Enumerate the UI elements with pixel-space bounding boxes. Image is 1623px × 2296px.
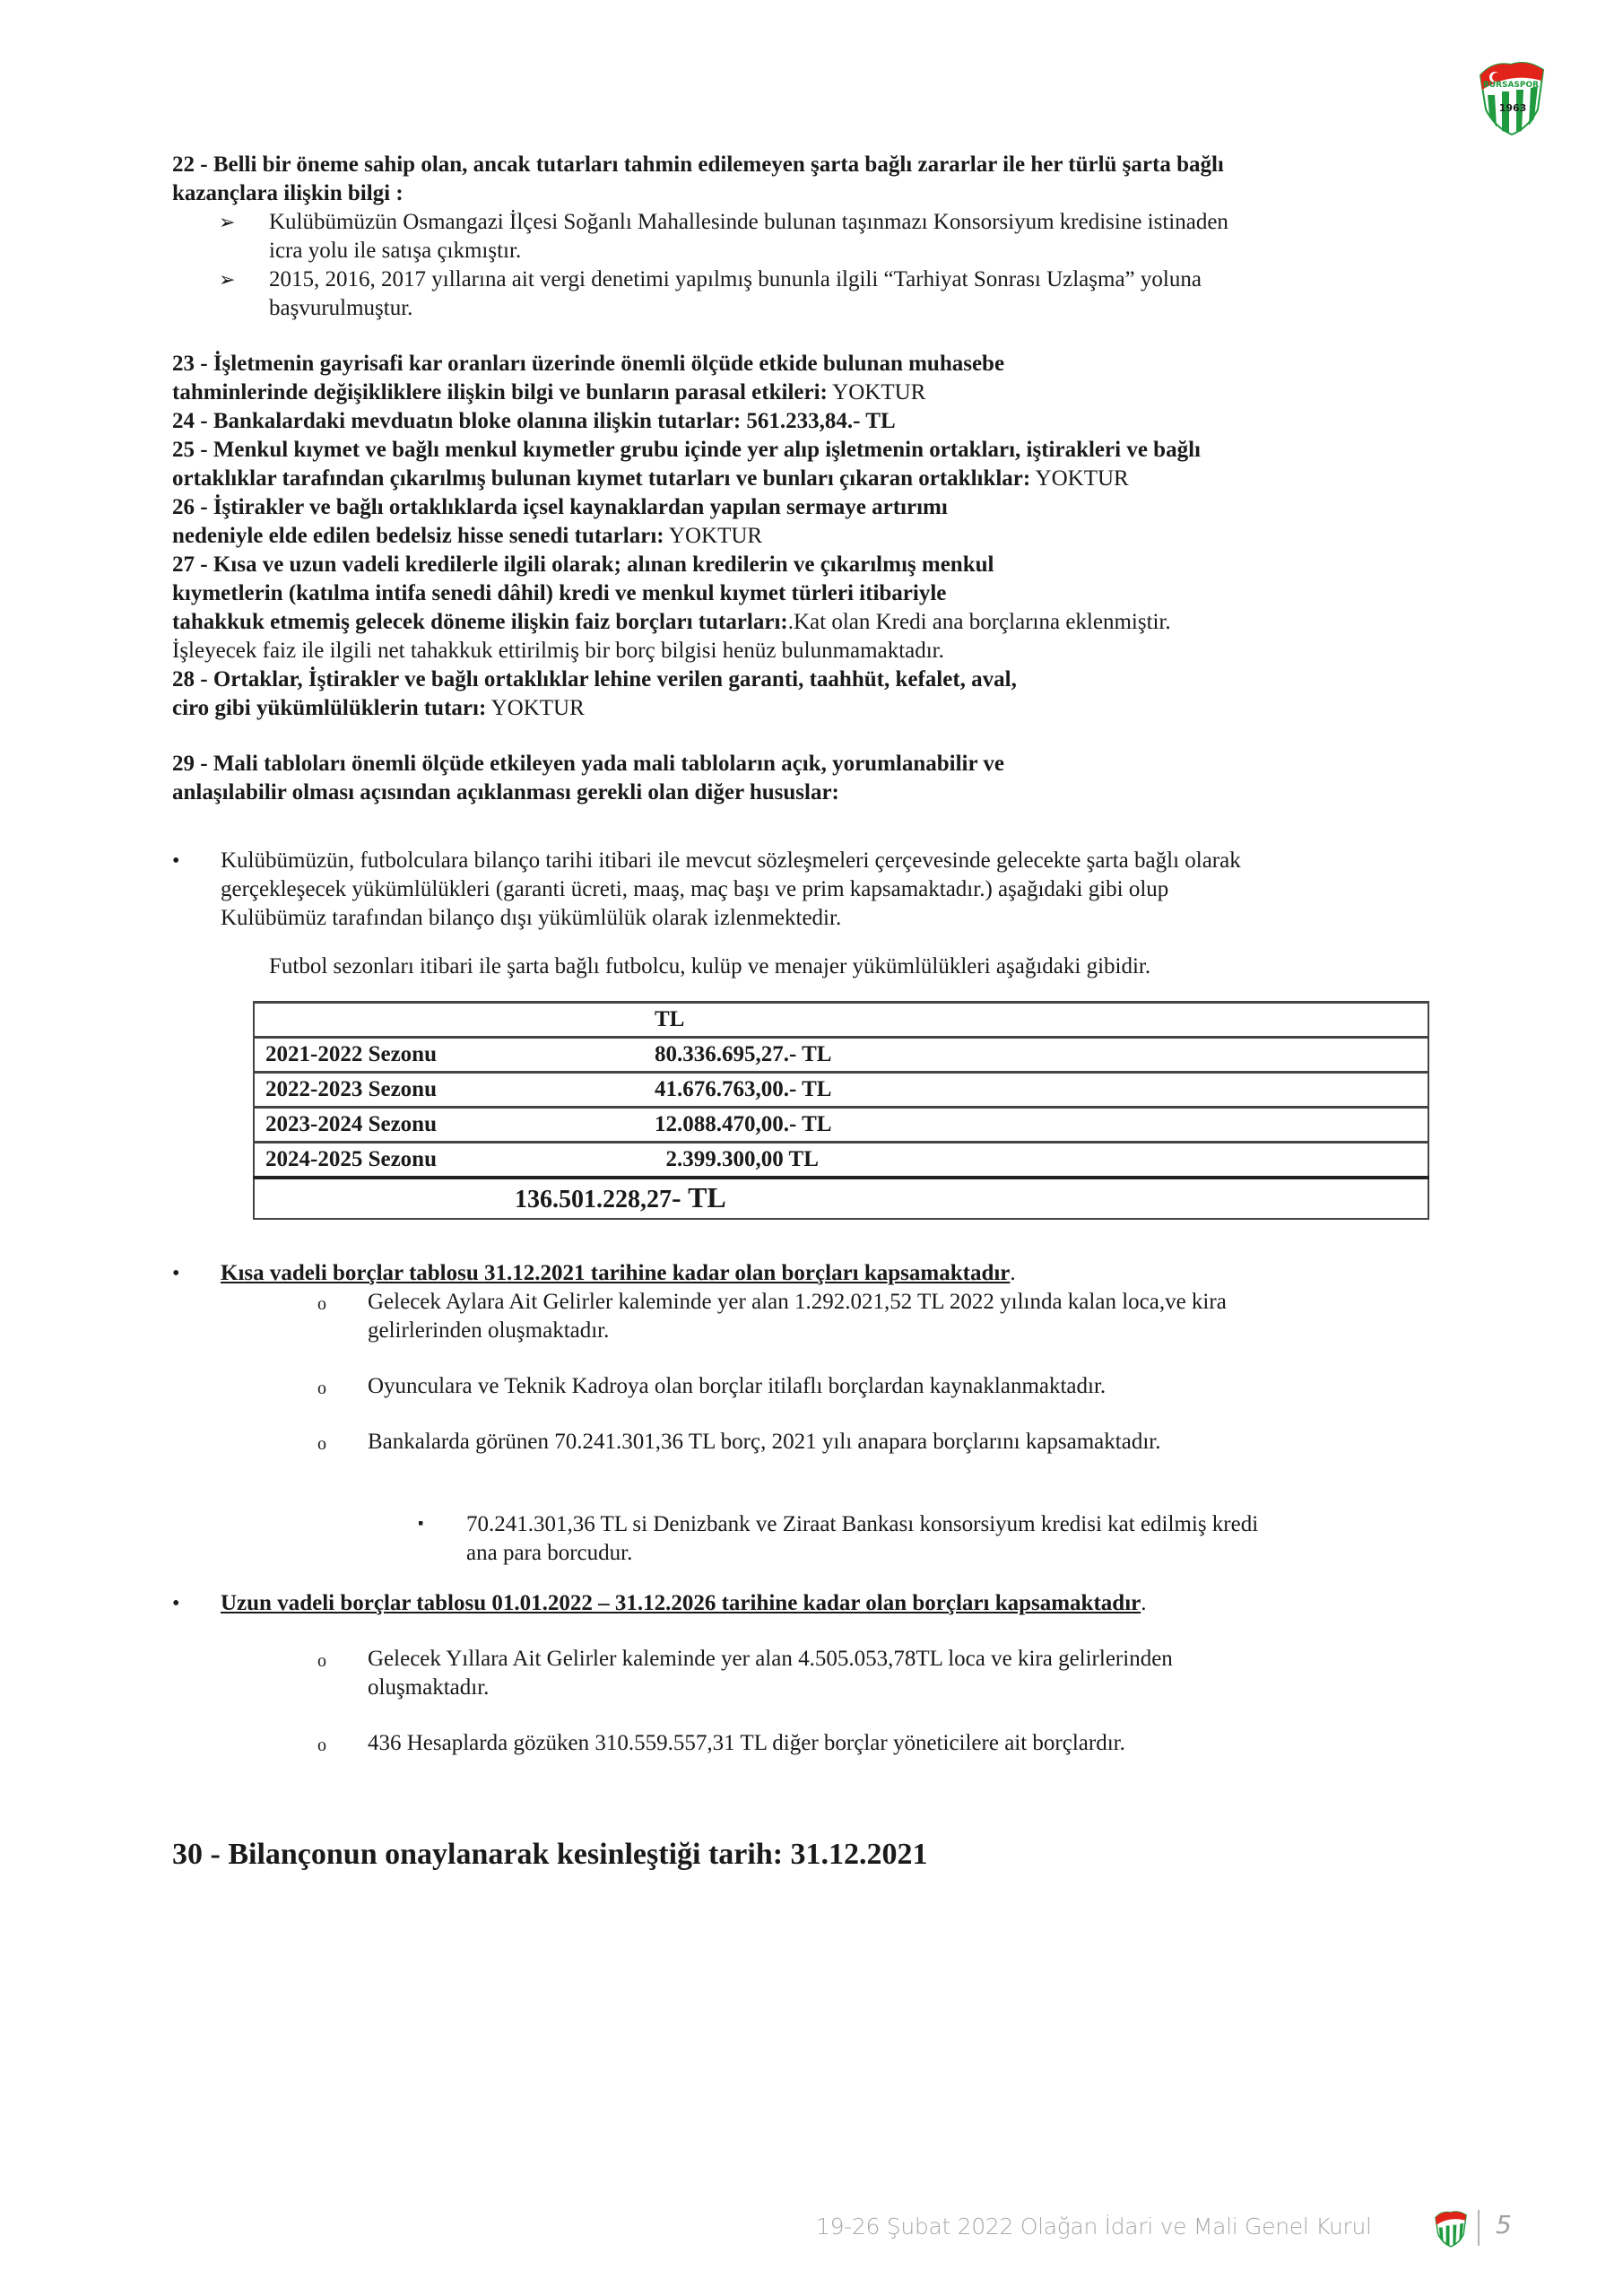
page-number: 5 xyxy=(1496,2210,1512,2239)
table-row: 2023-2024 Sezonu 12.088.470,00.- TL xyxy=(254,1108,1428,1143)
bullet-dot-icon: • xyxy=(172,849,180,873)
svg-text:BURSASPOR: BURSASPOR xyxy=(1482,81,1540,90)
section-26: 26 - İştirakler ve bağlı ortaklıklarda içsel kaynaklardan yapılan sermaye artırımı nedeniyle elde edilen bedelsiz hisse senedi tutarları: YOKTUR xyxy=(172,495,948,548)
list-item: ▪ 70.241.301,36 TL si Denizbank ve Ziraat Bankası konsorsiyum kredisi kat edilmiş kredi ana para borcudur. xyxy=(172,1510,1454,1568)
list-item: o Bankalarda görünen 70.241.301,36 TL borç, 2021 yılı anapara borçlarını kapsamaktadır. xyxy=(172,1428,1454,1457)
section-22 xyxy=(172,151,1454,323)
arrow-bullet-icon: ➢ xyxy=(219,268,236,291)
section-23: 23 - İşletmenin gayrisafi kar oranları üzerinde önemli ölçüde etkide bulunan muhasebe tahminlerinde değişikliklere ilişkin bilgi ve bunların parasal etkileri: YOKTUR xyxy=(172,352,1005,404)
section-27: 27 - Kısa ve uzun vadeli kredilerle ilgili olarak; alınan kredilerin ve çıkarılmış menkul kıymetlerin (katılma intifa senedi dâhil) kredi ve menkul kıymet türleri itibariyle tahakkuk etmemiş gelecek döneme ilişkin faiz borçları tutarları:.Kat olan Kredi ana borçlarına eklenmiştir. İşleyecek faiz ile ilgili net tahakkuk ettirilmiş bir borç bilgisi henüz bulunmamaktadır. xyxy=(172,552,1171,663)
svg-text:1963: 1963 xyxy=(1498,102,1527,114)
list-item: ➢ Kulübümüzün Osmangazi İlçesi Soğanlı Mahallesinde bulunan taşınmazı Konsorsiyum kredisine istinaden icra yolu ile satışa çıkmıştır. xyxy=(219,210,1228,263)
circle-bullet-icon: o xyxy=(317,1293,326,1314)
total-amount: 136.501.228,27 xyxy=(515,1185,672,1213)
bullet-dot-icon: • xyxy=(172,1261,180,1285)
section-26-value: YOKTUR xyxy=(664,524,763,548)
table-row: 2022-2023 Sezonu 41.676.763,00.- TL xyxy=(254,1073,1428,1108)
circle-bullet-icon: o xyxy=(317,1650,326,1671)
list-item: o Gelecek Aylara Ait Gelirler kaleminde yer alan 1.292.021,52 TL 2022 yılında kalan loca,ve kira gelirlerinden oluşmaktadır. xyxy=(317,1289,1227,1343)
section-24: 24 - Bankalardaki mevduatın bloke olanına ilişkin tutarlar: 561.233,84.- TL xyxy=(172,409,896,433)
circle-bullet-icon: o xyxy=(317,1433,326,1454)
circle-bullet-icon: o xyxy=(317,1378,326,1398)
circle-bullet-icon: o xyxy=(317,1735,326,1755)
section-25-value: YOKTUR xyxy=(1030,466,1129,491)
footer-text: 19-26 Şubat 2022 Olağan İdari ve Mali Genel Kurul xyxy=(816,2213,1372,2239)
section-25: 25 - Menkul kıymet ve bağlı menkul kıymetler grubu içinde yer alıp işletmenin ortakları, iştirakleri ve bağlı ortaklıklar tarafından çıkarılmış bulunan kıymet tutarları ve bunları çıkaran ortaklıklar: YOKTUR xyxy=(172,438,1201,491)
arrow-bullet-icon: ➢ xyxy=(219,211,236,233)
bursaspor-crest-icon xyxy=(1433,2208,1469,2248)
page-footer xyxy=(816,2210,1533,2249)
footer-divider xyxy=(1478,2210,1480,2246)
section-28: 28 - Ortaklar, İştirakler ve bağlı ortaklıklar lehine verilen garanti, taahhüt, kefalet, aval, ciro gibi yükümlülüklerin tutarı: YOKTUR xyxy=(172,667,1017,720)
column-header-tl: TL xyxy=(644,1003,1428,1038)
short-term-debts: • Kısa vadeli borçlar tablosu 31.12.2021 tarihine kadar olan borçları kapsamaktadır. xyxy=(172,1259,1454,1288)
long-term-debts: • Uzun vadeli borçlar tablosu 01.01.2022 – 31.12.2026 tarihine kadar olan borçları kapsamaktadır. xyxy=(172,1589,1454,1618)
table-total-row: 136.501.228,27- TL xyxy=(254,1178,1428,1219)
seasons-liability-table xyxy=(253,1001,1429,1220)
bursaspor-crest-icon xyxy=(1475,56,1549,136)
list-item: o 436 Hesaplarda gözüken 310.559.557,31 TL diğer borçlar yöneticilere ait borçlardır. xyxy=(172,1729,1454,1758)
section-22-title: 22 - Belli bir öneme sahip olan, ancak tutarları tahmin edilemeyen şarta bağlı zararlar ile her türlü şarta bağlı xyxy=(172,152,1224,177)
bullet-dot-icon: • xyxy=(172,1591,180,1615)
table-intro: Futbol sezonları itibari ile şarta bağlı futbolcu, kulüp ve menajer yükümlülükleri aşağıdaki gibidir. xyxy=(269,954,1151,978)
square-bullet-icon: ▪ xyxy=(418,1513,424,1532)
table-row: 2024-2025 Sezonu 2.399.300,00 TL xyxy=(254,1143,1428,1178)
list-item: o Oyunculara ve Teknik Kadroya olan borçlar itilaflı borçlardan kaynaklanmaktadır. xyxy=(172,1372,1454,1401)
section-27-value: .Kat olan Kredi ana borçlarına eklenmiştir. xyxy=(787,610,1171,634)
section-28-value: YOKTUR xyxy=(486,696,585,720)
list-item: ➢ 2015, 2016, 2017 yıllarına ait vergi denetimi yapılmış bununla ilgili “Tarhiyat Sonrası Uzlaşma” yoluna başvurulmuştur. xyxy=(219,267,1202,320)
table-row: 2021-2022 Sezonu 80.336.695,27.- TL xyxy=(254,1038,1428,1073)
section-30-title: 30 - Bilançonun onaylanarak kesinleştiği tarih: 31.12.2021 xyxy=(172,1837,928,1871)
section-22-title-cont: kazançlara ilişkin bilgi : xyxy=(172,181,404,205)
list-item: • Kulübümüzün, futbolculara bilanço tarihi itibari ile mevcut sözleşmeleri çerçevesinde gelecekte şarta bağlı olarak gerçekleşecek yükümlülükleri (garanti ücreti, maaş, maç başı ve prim kapsamaktadır.) aşağıdaki gibi olup Kulübümüz tarafından bilanço dışı yükümlülük olarak izlenmektedir. xyxy=(172,848,1241,930)
table-header-row xyxy=(254,1003,1428,1038)
section-23-value: YOKTUR xyxy=(827,380,926,404)
document-body xyxy=(172,151,1454,1873)
section-29: 29 - Mali tabloları önemli ölçüde etkileyen yada mali tabloların açık, yorumlanabilir ve anlaşılabilir olması açısından açıklanması gerekli olan diğer hususlar: • Kulübümüzün, futbolculara bilanço tarihi itibari ile mevcut sözleşmeleri çerçevesinde gelecekte şarta bağlı olarak gerçekleşecek yükümlülükleri (garanti ücreti, maaş, maç başı ve prim kapsamaktadır.) aşağıdaki gibi olup Kulübümüz tarafından bilanço dışı yükümlülük olarak izlenmektedir. Futbol sezonları itibari ile şarta bağlı futbolcu, kulüp ve menajer yükümlülükleri aşağıdaki gibidir. TL 2021-2022 Sezonu 80.336.695,27.- TL 2022-2023 Sezonu 41.676.763,00.- TL 2023-2024 Sezonu 12.088.470,00.- TL 2024-2025 Sezonu 2.399.300,00 TL 136.501.228,27- TL • Kısa vadeli borçlar tablosu 31.12.2021 tarihine kadar olan borçları kapsamaktadır. o Gelecek Aylara Ait Gelirler kaleminde yer alan 1.292.021,52 TL 2022 yılında kalan loca,ve kira gelirlerinden oluşmaktadır. o Oyunculara ve Teknik Kadroya olan borçlar itilaflı borçlardan kaynaklanmaktadır. o Bankalarda görünen 70.241.301,36 TL borç, 2021 yılı anapara borçlarını kapsamaktadır. ▪ 70.241.301,36 TL si Denizbank ve Ziraat Bankası konsorsiyum kredisi kat edilmiş kredi ana para borcudur. • Uzun vadeli borçlar tablosu 01.01.2022 – 31.12.2026 tarihine kadar olan borçları kapsamaktadır. o Gelecek Yıllara Ait Gelirler kaleminde yer alan 4.505.053,78TL loca ve kira gelirlerinden oluşmaktadır. o 436 Hesaplarda gözüken 310.559.557,31 TL diğer borçlar yöneticilere ait borçlardır. xyxy=(172,750,1454,1758)
list-item: o Gelecek Yıllara Ait Gelirler kaleminde yer alan 4.505.053,78TL loca ve kira gelirlerinden oluşmaktadır. xyxy=(317,1646,1173,1700)
